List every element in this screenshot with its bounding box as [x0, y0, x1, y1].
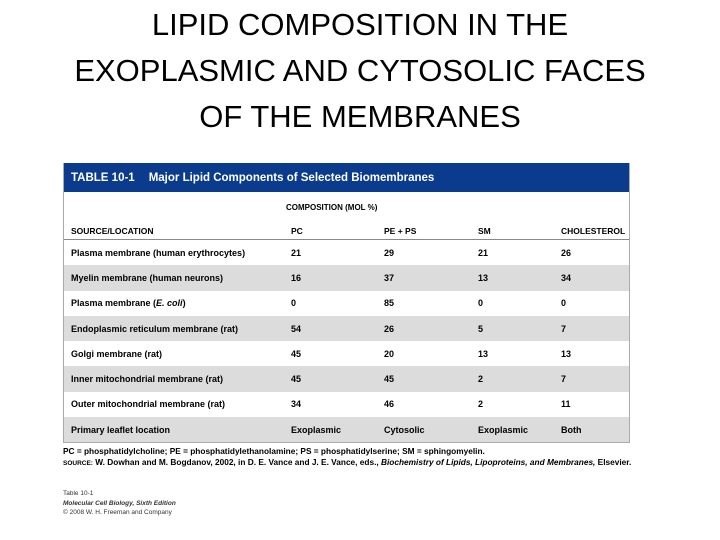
- table-row: [64, 316, 629, 341]
- column-header: PC: [291, 226, 303, 236]
- cholesterol-cell: 26: [561, 247, 572, 258]
- table-row: [64, 341, 629, 366]
- sm-cell: Exoplasmic: [478, 424, 529, 435]
- lipid-table: [63, 163, 630, 443]
- source-note: [63, 457, 643, 469]
- table-row: [64, 240, 629, 265]
- group-header-label: COMPOSITION (MOL %): [286, 203, 378, 212]
- source-book: Biochemistry of Lipids, Lipoproteins, and Membranes,: [381, 457, 596, 467]
- sm-cell: 5: [478, 323, 484, 334]
- pc-cell: 21: [291, 247, 302, 258]
- cholesterol-cell: 0: [561, 298, 567, 309]
- slide-title: [0, 2, 720, 140]
- pe-ps-cell: 29: [384, 247, 395, 258]
- source-cell: Endoplasmic reticulum membrane (rat): [71, 323, 239, 334]
- sm-cell: 2: [478, 374, 484, 385]
- sm-cell: 0: [478, 298, 484, 309]
- pe-ps-cell: 20: [384, 348, 395, 359]
- table-notes: [63, 446, 643, 469]
- title-line: OF THE MEMBRANES: [199, 99, 521, 134]
- table-row: [64, 265, 629, 290]
- column-header: CHOLESTEROL: [561, 226, 626, 236]
- sm-cell: 13: [478, 348, 489, 359]
- table-caption: Major Lipid Components of Selected Biomembranes: [148, 172, 435, 184]
- source-cell: Plasma membrane (human erythrocytes): [71, 247, 246, 258]
- cholesterol-cell: 7: [561, 374, 567, 385]
- column-header: SOURCE/LOCATION: [71, 226, 154, 236]
- credit-line: Table 10-1: [63, 490, 94, 497]
- table-row: [64, 366, 629, 391]
- pc-cell: 34: [291, 399, 302, 410]
- credit-copyright: © 2008 W. H. Freeman and Company: [63, 509, 172, 516]
- pc-cell: Exoplasmic: [291, 424, 342, 435]
- column-header: SM: [478, 226, 491, 236]
- pc-cell: 45: [291, 348, 302, 359]
- title-line: LIPID COMPOSITION IN THE: [151, 7, 569, 42]
- credit-book: Molecular Cell Biology, Sixth Edition: [63, 499, 176, 507]
- source-cell: Myelin membrane (human neurons): [71, 272, 224, 283]
- pc-cell: 0: [291, 298, 297, 309]
- source-text: W. Dowhan and M. Bogdanov, 2002, in D. E. Vance and J. E. Vance, eds.,: [92, 457, 381, 467]
- source-cell: Inner mitochondrial membrane (rat): [71, 374, 224, 385]
- pe-ps-cell: 37: [384, 272, 395, 283]
- abbreviation-note: PC = phosphatidylcholine; PE = phosphatidylethanolamine; PS = phosphatidylserine; SM = sphingomyelin.: [63, 446, 485, 456]
- cholesterol-cell: 34: [561, 272, 572, 283]
- sm-cell: 13: [478, 272, 489, 283]
- pc-cell: 16: [291, 272, 302, 283]
- column-header: PE + PS: [384, 226, 417, 236]
- pc-cell: 45: [291, 374, 302, 385]
- cholesterol-cell: 7: [561, 323, 567, 334]
- source-cell: Plasma membrane (E. coli): [71, 298, 186, 309]
- table-header-bar: [64, 163, 629, 192]
- table-number: TABLE 10-1: [71, 172, 135, 184]
- cholesterol-cell: 11: [561, 399, 571, 410]
- pc-cell: 54: [291, 323, 302, 334]
- title-line: EXOPLASMIC AND CYTOSOLIC FACES: [74, 53, 646, 88]
- column-headers: [64, 216, 629, 240]
- cholesterol-cell: 13: [561, 348, 572, 359]
- table-row: [64, 392, 629, 417]
- pe-ps-cell: 46: [384, 399, 395, 410]
- source-cell: Golgi membrane (rat): [71, 348, 163, 359]
- cholesterol-cell: Both: [561, 424, 582, 435]
- source-label: SOURCE:: [63, 460, 93, 467]
- source-publisher: Elsevier.: [595, 457, 632, 467]
- credit: [63, 489, 176, 518]
- sm-cell: 2: [478, 399, 484, 410]
- pe-ps-cell: Cytosolic: [384, 424, 425, 435]
- table-row: [64, 417, 629, 442]
- pe-ps-cell: 85: [384, 298, 395, 309]
- sm-cell: 21: [478, 247, 489, 258]
- table-row: [64, 291, 629, 316]
- pe-ps-cell: 26: [384, 323, 395, 334]
- group-header: [64, 192, 629, 216]
- pe-ps-cell: 45: [384, 374, 395, 385]
- source-cell: Outer mitochondrial membrane (rat): [71, 399, 226, 410]
- source-cell: Primary leaflet location: [71, 424, 171, 435]
